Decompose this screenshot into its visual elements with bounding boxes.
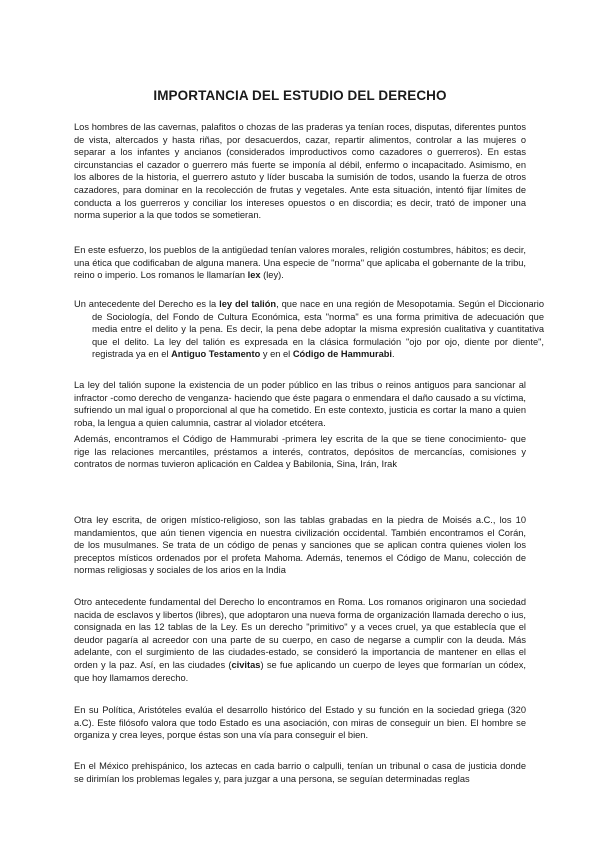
paragraph-text: , que nace en una región de Mesopotamia. Según el Diccionario de Sociología, del Fondo de Cultura Económica, esta "norma" es una forma primitiva de adecuación que media entre el delito y la pena. Es decir, la pena debe adoptar la misma expresión cualitativa y cuantitativa que el delito. La ley del talión es expresada en la clásica formulación "ojo por ojo, diente por diente", registrada ya en el <box>92 299 544 360</box>
bold-term-antiguo-testamento: Antiguo Testamento <box>171 349 261 360</box>
paragraph-rome <box>74 596 526 684</box>
paragraph-text: ) se fue aplicando un cuerpo de leyes que formarían un códex, que hoy llamamos derecho. <box>74 659 526 683</box>
paragraph-aztecs: En el México prehispánico, los aztecas en cada barrio o calpulli, tenían un tribunal o casa de justicia donde se dirimían los problemas legales y, para juzgar a una persona, se seguían determinadas reglas <box>74 761 526 784</box>
paragraph-text: Otro antecedente fundamental del Derecho lo encontramos en Roma. Los romanos originaron una sociedad nacida de esclavos y libertos (libres), que adoptaron una nueva forma de organización llamada derecho o ius, consignada en las 12 tablas de la Ley. Es un derecho "primitivo" y a veces cruel, ya que establecía que el deudor pagaría al acreedor con una parte de su cuerpo, en caso de negarse a cumplir con la deuda. Más adelante, con el surgimiento de las ciudades-estado, se consideró la importancia de mantener en ellas el orden y la paz. Así, en las ciudades ( <box>74 597 526 670</box>
paragraph-cavemen: Los hombres de las cavernas, palafitos o chozas de las praderas ya tenían roces, disputas, diferentes puntos de vista, altercados y hasta riñas, por desacuerdos, cazar, repartir alimentos, controlar a las mujeres o separar a los infantes y ancianos (considerados improductivos como cazadores o guerreros). En estas circunstancias el cazador o guerrero más fuerte se imponía al débil, enfermo o incapacitado. Asimismo, en los albores de la historia, el guerrero astuto y líder buscaba la sumisión de todos, usando la fuerza de otros cazadores, para dominar en la recolección de frutas y vegetales. Ante esta situación, intentó fijar límites de conducta a los guerreros y conciliar los intereses opuestos o en discordia; es decir, trató de imponer una norma superior a la que todos se sometieran. <box>74 122 526 221</box>
bold-term-lex: lex <box>247 270 261 281</box>
paragraph-text: y en el <box>260 349 293 360</box>
document-title: IMPORTANCIA DEL ESTUDIO DEL DERECHO <box>153 88 447 103</box>
paragraph-text: Un antecedente del Derecho es la <box>74 299 220 309</box>
paragraph-religious-laws: Otra ley escrita, de origen místico-religioso, son las tablas grabadas en la piedra de Moisés a.C., los 10 mandamientos, que aún tienen vigencia en nuestra civilización occidental. También encontramos el Corán, de los musulmanes. Se trata de un código de penas y sanciones que se aplican contra quienes violen los preceptos místicos ordenados por el profeta Mahoma. Además, tenemos el Código de Manu, colección de normas religiosas y sociales de los arios en la India <box>74 515 526 576</box>
paragraph-ley-del-talion <box>74 298 544 361</box>
bold-term-ley-del-talion: ley del talión <box>219 299 277 309</box>
paragraph-text: En este esfuerzo, los pueblos de la antigüedad tenían valores morales, religión costumbres, hábitos; es decir, una ética que codificaban de alguna manera. Una especie de "norma" que aplicaba el gobernante de la tribu, reino o imperio. Los romanos le llamarían <box>74 245 526 281</box>
paragraph-aristotle: En su Política, Aristóteles evalúa el desarrollo histórico del Estado y su función en la sociedad griega (320 a.C). Este filósofo valora que todo Estado es una asociación, con miras de conseguir un bien. El hombre se organiza y crea leyes, porque éstas son una vía para conseguir el bien. <box>74 705 526 741</box>
paragraph-text: (ley). <box>260 270 284 281</box>
paragraph-hammurabi: Además, encontramos el Código de Hammurabi -primera ley escrita de la que se tiene conocimiento- que rige las relaciones mercantiles, préstamos a interés, contratos, depósitos de mercancías, comisiones y contratos de normas tuvieron aplicación en Caldea y Babilonia, Sina, Irán, Irak <box>74 434 526 470</box>
bold-term-civitas: civitas <box>231 659 261 670</box>
paragraph-text: . <box>392 349 395 360</box>
paragraph-ancient-peoples <box>74 244 526 282</box>
paragraph-talion-public-power: La ley del talión supone la existencia de un poder público en las tribus o reinos antiguos para sancionar al infractor -como derecho de venganza- haciendo que éste pagara o enmendara el daño causado a su víctima, sufriendo un mal igual o proporcional al que ha cometido. En este contexto, justicia es cortar la mano a quien roba, la lengua a quien calumnia, castrar al violador etcétera. <box>74 380 526 428</box>
bold-term-codigo-hammurabi: Código de Hammurabi <box>292 349 393 360</box>
